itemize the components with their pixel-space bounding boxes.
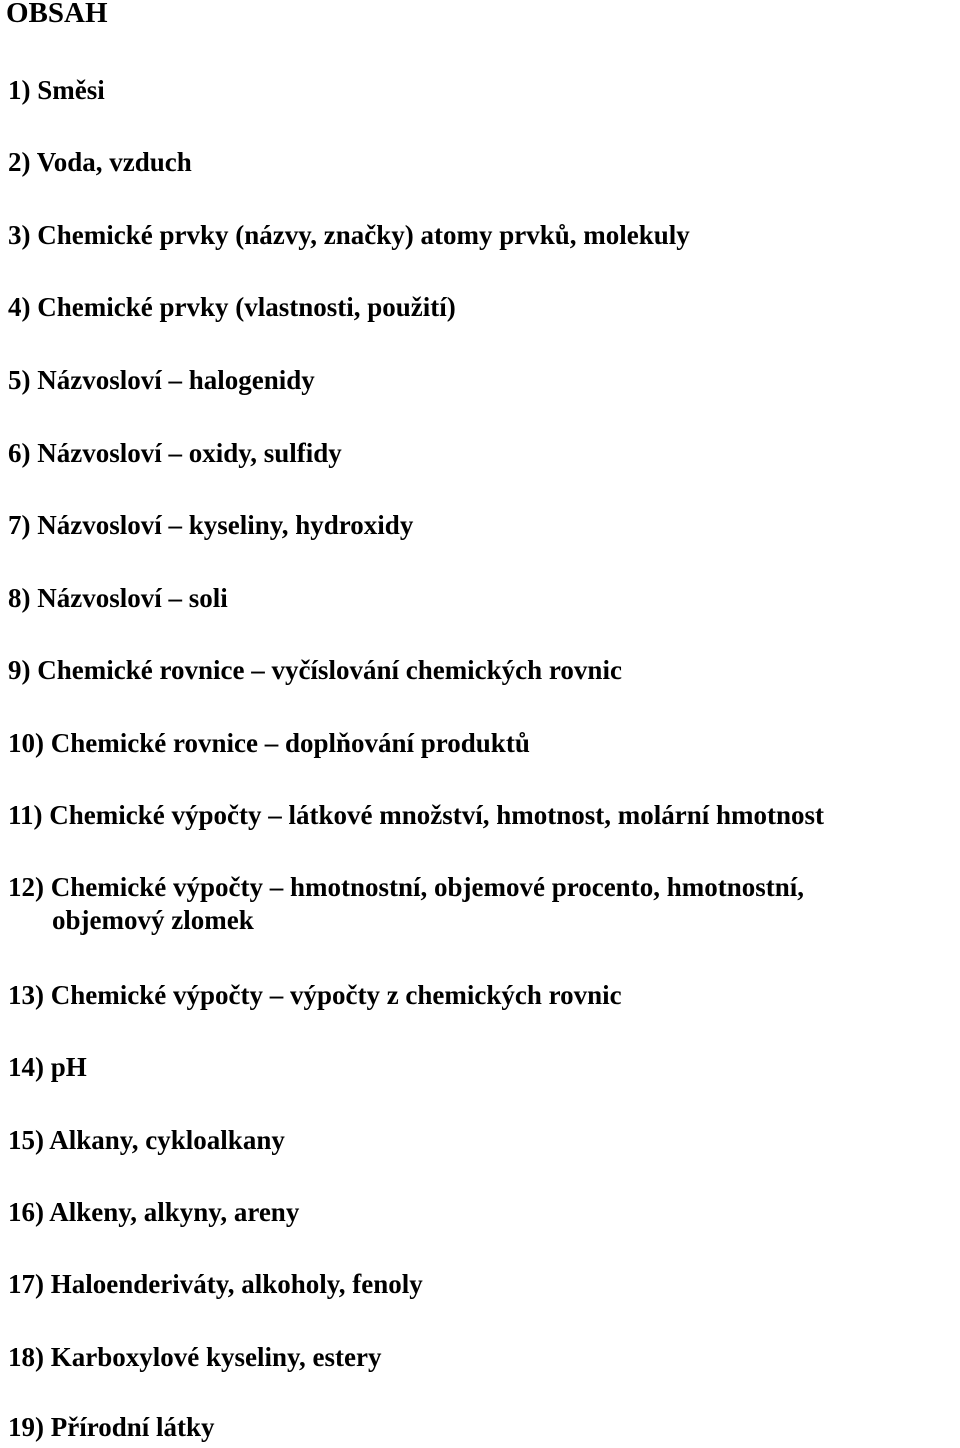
toc-item: 3) Chemické prvky (názvy, značky) atomy prvků, molekuly [8,220,690,250]
toc-item: 10) Chemické rovnice – doplňování produktů [8,728,530,758]
toc-item: 14) pH [8,1052,87,1082]
toc-item-multiline [8,871,804,937]
toc-item: 18) Karboxylové kyseliny, estery [8,1342,382,1372]
toc-item: 13) Chemické výpočty – výpočty z chemických rovnic [8,980,622,1010]
toc-item: 6) Názvosloví – oxidy, sulfidy [8,438,342,468]
toc-item: 5) Názvosloví – halogenidy [8,365,315,395]
toc-item: 19) Přírodní látky [8,1412,215,1442]
toc-item: 7) Názvosloví – kyseliny, hydroxidy [8,510,414,540]
toc-item-continuation: objemový zlomek [52,905,254,935]
toc-item: 16) Alkeny, alkyny, areny [8,1197,300,1227]
toc-item: 15) Alkany, cykloalkany [8,1125,285,1155]
toc-item: 1) Směsi [8,75,105,105]
toc-item: 9) Chemické rovnice – vyčíslování chemických rovnic [8,655,622,685]
toc-item: 11) Chemické výpočty – látkové množství, hmotnost, molární hmotnost [8,800,824,830]
toc-item: 8) Názvosloví – soli [8,583,228,613]
toc-item: 2) Voda, vzduch [8,147,192,177]
page-title: OBSAH [6,0,108,29]
toc-item-line: 12) Chemické výpočty – hmotnostní, objemové procento, hmotnostní, [8,872,804,902]
toc-item: 17) Haloenderiváty, alkoholy, fenoly [8,1269,423,1299]
toc-item: 4) Chemické prvky (vlastnosti, použití) [8,292,456,322]
